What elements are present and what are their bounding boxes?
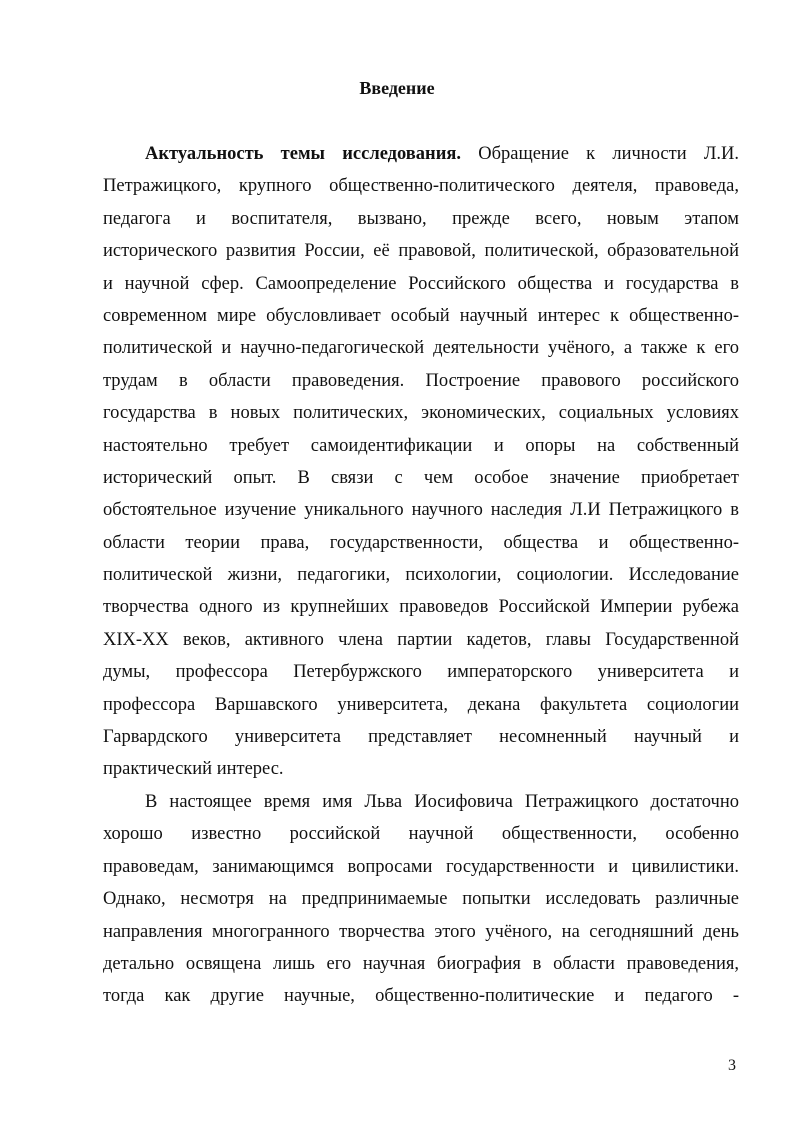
paragraph-line xyxy=(103,138,739,170)
paragraph-line: области теории права, государственности, общества и общественно- xyxy=(103,532,739,553)
paragraph-line: правоведам, занимающимся вопросами государственности и цивилистики. xyxy=(103,856,739,877)
page-title: Введение xyxy=(359,78,435,98)
paragraph-line: детально освящена лишь его научная биография в области правоведения, xyxy=(103,953,739,974)
paragraph-line: трудам в области правоведения. Построение правового российского xyxy=(103,370,739,391)
paragraph-line: творчества одного из крупнейших правоведов Российской Империи рубежа xyxy=(103,597,739,618)
paragraph-relevance xyxy=(103,138,739,786)
paragraph-line: настоятельно требует самоидентификации и опоры на собственный xyxy=(103,435,739,456)
paragraph-line: обстоятельное изучение уникального научного наследия Л.И Петражицкого в xyxy=(103,500,739,521)
paragraph-line: современном мире обусловливает особый научный интерес к общественно- xyxy=(103,305,739,326)
paragraph-line: тогда как другие научные, общественно-политические и педагого - xyxy=(103,986,739,1007)
paragraph-line: педагога и воспитателя, вызвано, прежде всего, новым этапом xyxy=(103,208,739,229)
section-lead-heading: Актуальность темы исследования. xyxy=(145,144,461,164)
paragraph-line: В настоящее время имя Льва Иосифовича Петражицкого достаточно xyxy=(145,792,739,812)
paragraph-current-state xyxy=(103,786,739,1013)
paragraph-line: исторический опыт. В связи с чем особое значение приобретает xyxy=(103,467,739,488)
paragraph-line: исторического развития России, её правовой, политической, образовательной xyxy=(103,241,739,262)
paragraph-line: XIX-XX веков, активного члена партии кадетов, главы Государственной xyxy=(103,629,739,650)
paragraph-line: хорошо известно российской научной общественности, особенно xyxy=(103,824,739,845)
paragraph-line: Однако, несмотря на предпринимаемые попытки исследовать различные xyxy=(103,889,739,910)
paragraph-line: и научной сфер. Самоопределение Российского общества и государства в xyxy=(103,273,739,294)
paragraph-line: политической и научно-педагогической деятельности учёного, а также к его xyxy=(103,338,739,359)
paragraph-line: направления многогранного творчества этого учёного, на сегодняшний день xyxy=(103,921,739,942)
page-number: 3 xyxy=(728,1057,736,1074)
paragraph-line: Гарвардского университета представляет несомненный научный и xyxy=(103,727,739,748)
paragraph-line: практический интерес. xyxy=(103,759,284,780)
paragraph-line: политической жизни, педагогики, психологии, социологии. Исследование xyxy=(103,565,739,586)
paragraph-line: государства в новых политических, экономических, социальных условиях xyxy=(103,403,739,424)
paragraph-line: думы, профессора Петербуржского императорского университета и xyxy=(103,662,739,683)
paragraph-line: профессора Варшавского университета, декана факультета социологии xyxy=(103,694,739,715)
paragraph-line-text: Обращение к личности Л.И. xyxy=(461,144,739,164)
paragraph-line: Петражицкого, крупного общественно-политического деятеля, правоведа, xyxy=(103,176,739,197)
